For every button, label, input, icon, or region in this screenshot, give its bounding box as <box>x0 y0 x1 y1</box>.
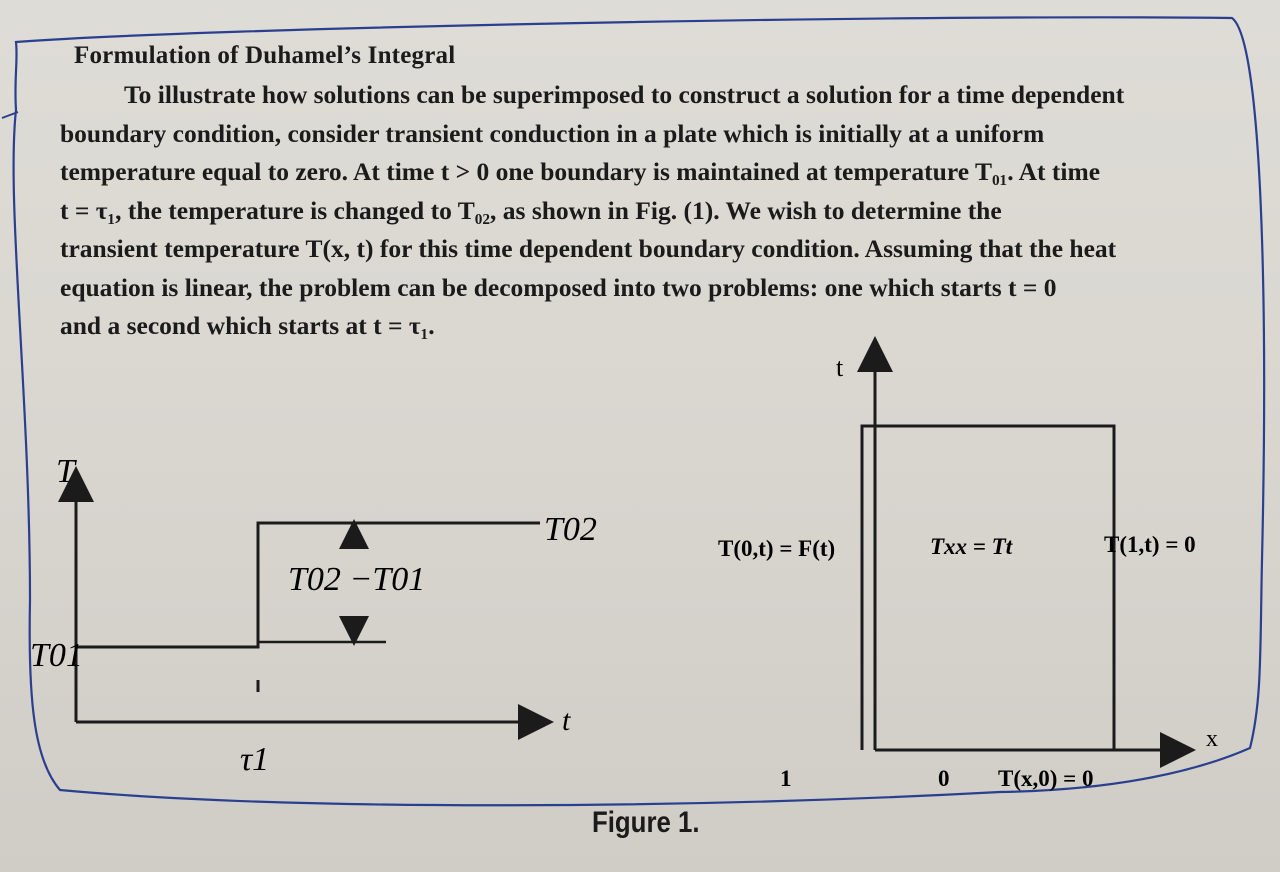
tick-label-1: 1 <box>780 766 792 791</box>
paragraph-line: To illustrate how solutions can be superimposed to construct a solution for a time dependent <box>124 80 1125 109</box>
t02-label: T02 <box>544 511 597 548</box>
step-size-label: T02 −T01 <box>288 561 426 598</box>
figure-caption: Figure 1. <box>592 806 700 839</box>
step-plot <box>30 453 597 778</box>
right-boundary-condition: T(1,t) = 0 <box>1104 532 1196 557</box>
domain-sketch <box>718 342 1218 791</box>
domain-rectangle <box>862 426 1114 750</box>
paragraph-line: equation is linear, the problem can be decomposed into two problems: one which starts t = 0 <box>60 272 1057 302</box>
paragraph-line: t = τ₁, the temperature is changed to T₀₂, as shown in Fig. (1). We wish to determine the <box>60 195 1002 225</box>
paragraph-line: boundary condition, consider transient conduction in a plate which is initially at a uniform <box>60 118 1045 148</box>
heat-equation: Txx = Tt <box>930 534 1013 559</box>
initial-condition: T(x,0) = 0 <box>998 766 1094 791</box>
x-axis-label: x <box>1206 726 1218 752</box>
t-axis-label: T <box>56 453 75 490</box>
paragraph-line: transient temperature T(x, t) for this time dependent boundary condition. Assuming that the heat <box>60 234 1117 263</box>
paragraph-line: temperature equal to zero. At time t > 0 one boundary is maintained at temperature T₀₁. At time <box>60 157 1101 186</box>
section-heading: Formulation of Duhamel’s Integral <box>74 42 456 69</box>
tau1-label: τ1 <box>240 741 270 778</box>
left-boundary-condition: T(0,t) = F(t) <box>718 536 836 561</box>
time-axis-label: t <box>562 704 571 737</box>
t01-label: T01 <box>30 637 83 674</box>
t-axis-label: t <box>836 353 844 382</box>
tick-label-0: 0 <box>938 766 950 791</box>
paragraph-line: and a second which starts at t = τ₁. <box>60 311 435 340</box>
